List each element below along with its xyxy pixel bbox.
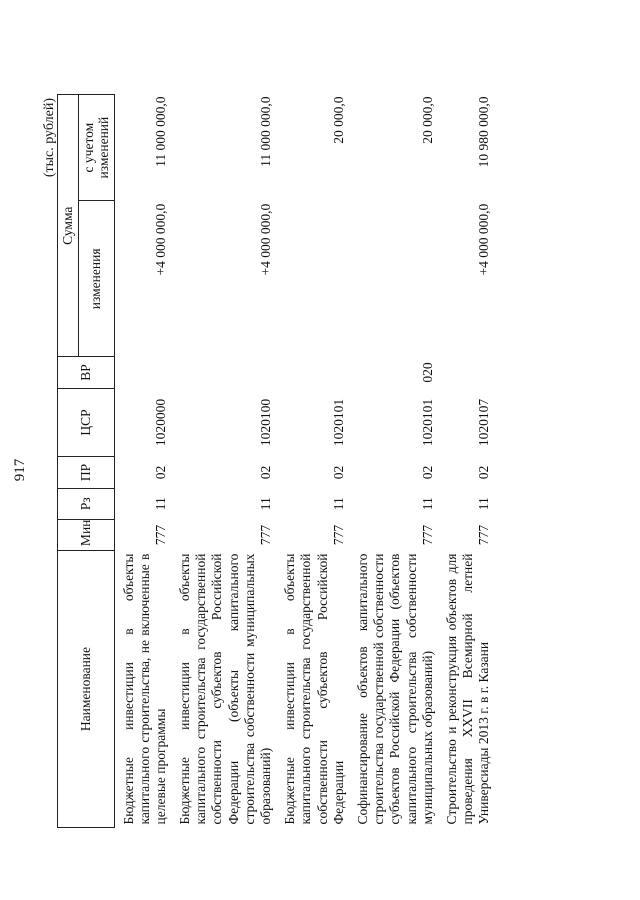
row-total: 20 000,0 bbox=[419, 96, 435, 144]
row-min: 777 bbox=[476, 524, 492, 546]
row-vr bbox=[438, 357, 495, 388]
row-csr: 1020101 bbox=[419, 398, 435, 447]
row-csr: 1020107 bbox=[476, 398, 492, 447]
row-change bbox=[349, 201, 438, 357]
table-row bbox=[438, 95, 495, 828]
row-csr: 1020000 bbox=[152, 398, 168, 447]
row-change bbox=[276, 201, 349, 357]
page-number: 917 bbox=[12, 458, 28, 482]
row-name: Бюджетные инвестиции в объекты капитального строительства государственной собственности субъектов Российской Федерации bbox=[282, 553, 346, 825]
row-change: +4 000 000,0 bbox=[258, 203, 274, 276]
row-name: Строительство и реконструкция объектов для проведения XXVII Всемирной летней Универсиады 2013 г. в г. Казани bbox=[443, 553, 492, 825]
row-name: Бюджетные инвестиции в объекты капитального строительства государственной собственности субъектов Российской Федерации (объекты капитального строительства собственности муниципальных образований) bbox=[177, 553, 274, 825]
row-total: 10 980 000,0 bbox=[476, 96, 492, 168]
row-pr: 02 bbox=[258, 465, 274, 480]
row-min: 777 bbox=[152, 524, 168, 546]
row-pr: 02 bbox=[419, 465, 435, 480]
row-rz: 11 bbox=[419, 497, 435, 511]
row-vr bbox=[171, 357, 276, 388]
row-csr: 1020101 bbox=[330, 398, 346, 447]
row-min: 777 bbox=[419, 524, 435, 546]
table-header bbox=[58, 95, 115, 828]
table-row bbox=[114, 95, 171, 828]
header-vr: ВР bbox=[58, 357, 115, 388]
header-name: Наименование bbox=[58, 551, 115, 828]
row-pr: 02 bbox=[476, 465, 492, 480]
row-rz: 11 bbox=[476, 497, 492, 511]
row-pr: 02 bbox=[152, 465, 168, 480]
row-change: +4 000 000,0 bbox=[476, 203, 492, 276]
header-csr: ЦСР bbox=[58, 388, 115, 457]
row-rz: 11 bbox=[152, 497, 168, 511]
header-min: Мин bbox=[58, 519, 115, 550]
row-csr: 1020100 bbox=[258, 398, 274, 447]
row-total: 11 000 000,0 bbox=[152, 96, 168, 167]
row-name: Софинансирование объектов капитального строительства государственной собственности субъектов Российской Федерации (объектов капитального строительства собственности муниципальных образований) bbox=[354, 553, 435, 825]
row-min: 777 bbox=[258, 524, 274, 546]
table-row bbox=[171, 95, 276, 828]
table-body bbox=[114, 95, 494, 828]
row-min: 777 bbox=[330, 524, 346, 546]
row-rz: 11 bbox=[258, 497, 274, 511]
table-row bbox=[276, 95, 349, 828]
row-vr bbox=[276, 357, 349, 388]
header-with-changes: с учетом изменений bbox=[78, 95, 114, 201]
header-rz: Рз bbox=[58, 488, 115, 519]
table-row bbox=[349, 95, 438, 828]
row-total: 11 000 000,0 bbox=[258, 96, 274, 167]
header-changes: изменения bbox=[78, 201, 114, 357]
budget-table bbox=[57, 94, 494, 828]
row-rz: 11 bbox=[330, 497, 346, 511]
header-pr: ПР bbox=[58, 457, 115, 488]
row-change: +4 000 000,0 bbox=[152, 203, 168, 276]
units-note: (тыс. рублей) bbox=[42, 98, 57, 178]
row-pr: 02 bbox=[330, 465, 346, 480]
row-vr: 020 bbox=[419, 362, 435, 383]
header-sum: Сумма bbox=[58, 95, 79, 357]
row-vr bbox=[114, 357, 171, 388]
row-name: Бюджетные инвестиции в объекты капитального строительства, не включенные в целевые программы bbox=[120, 553, 168, 825]
row-total: 20 000,0 bbox=[330, 96, 346, 144]
